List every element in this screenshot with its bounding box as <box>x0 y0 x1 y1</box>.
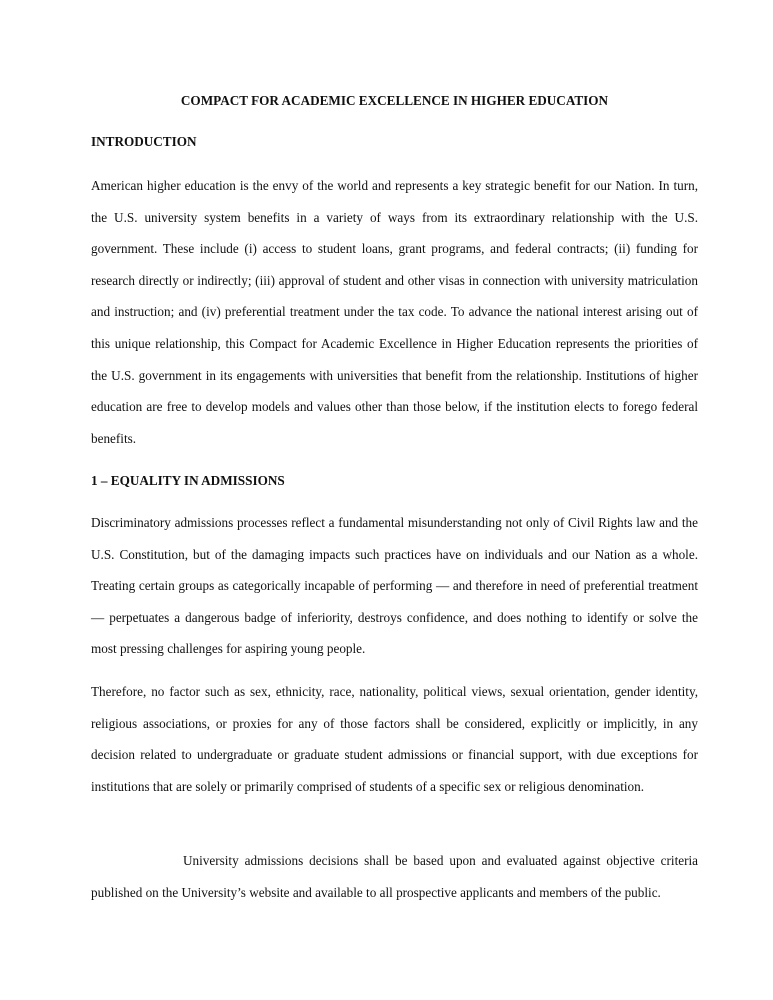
admissions-paragraph-2: Therefore, no factor such as sex, ethnicity, race, nationality, political views, sexual orientation, gender identity, religious associations, or proxies for any of those factors shall be considered, explicitly or implicitly, in any decision related to undergraduate or graduate student admissions or financial support, with due exceptions for institutions that are solely or primarily comprised of students of a specific sex or religious denomination. <box>91 684 698 794</box>
admissions-paragraph-1: Discriminatory admissions processes reflect a fundamental misunderstanding not only of Civil Rights law and the U.S. Constitution, but of the damaging impacts such practices have on individuals and our Nation as a whole. Treating certain groups as categorically incapable of performing — and therefore in need of preferential treatment — perpetuates a dangerous badge of inferiority, destroys confidence, and does nothing to identify or solve the most pressing challenges for aspiring young people. <box>91 515 698 657</box>
document-title: COMPACT FOR ACADEMIC EXCELLENCE IN HIGHER EDUCATION <box>180 93 609 108</box>
section-heading-equality-in-admissions: 1 – EQUALITY IN ADMISSIONS <box>91 473 285 488</box>
section-heading-introduction: INTRODUCTION <box>91 134 197 149</box>
admissions-paragraph-3: University admissions decisions shall be based upon and evaluated against objective criteria published on the University’s website and available to all prospective applicants and members of the public. <box>91 853 698 900</box>
introduction-paragraph: American higher education is the envy of the world and represents a key strategic benefit for our Nation. In turn, the U.S. university system benefits in a variety of ways from its extraordinary relationship with the U.S. government. These include (i) access to student loans, grant programs, and federal contracts; (ii) funding for research directly or indirectly; (iii) approval of student and other visas in connection with university matriculation and instruction; and (iv) preferential treatment under the tax code. To advance the national interest arising out of this unique relationship, this Compact for Academic Excellence in Higher Education represents the priorities of the U.S. government in its engagements with universities that benefit from the relationship. Institutions of higher education are free to develop models and values other than those below, if the institution elects to forego federal benefits. <box>91 178 698 446</box>
